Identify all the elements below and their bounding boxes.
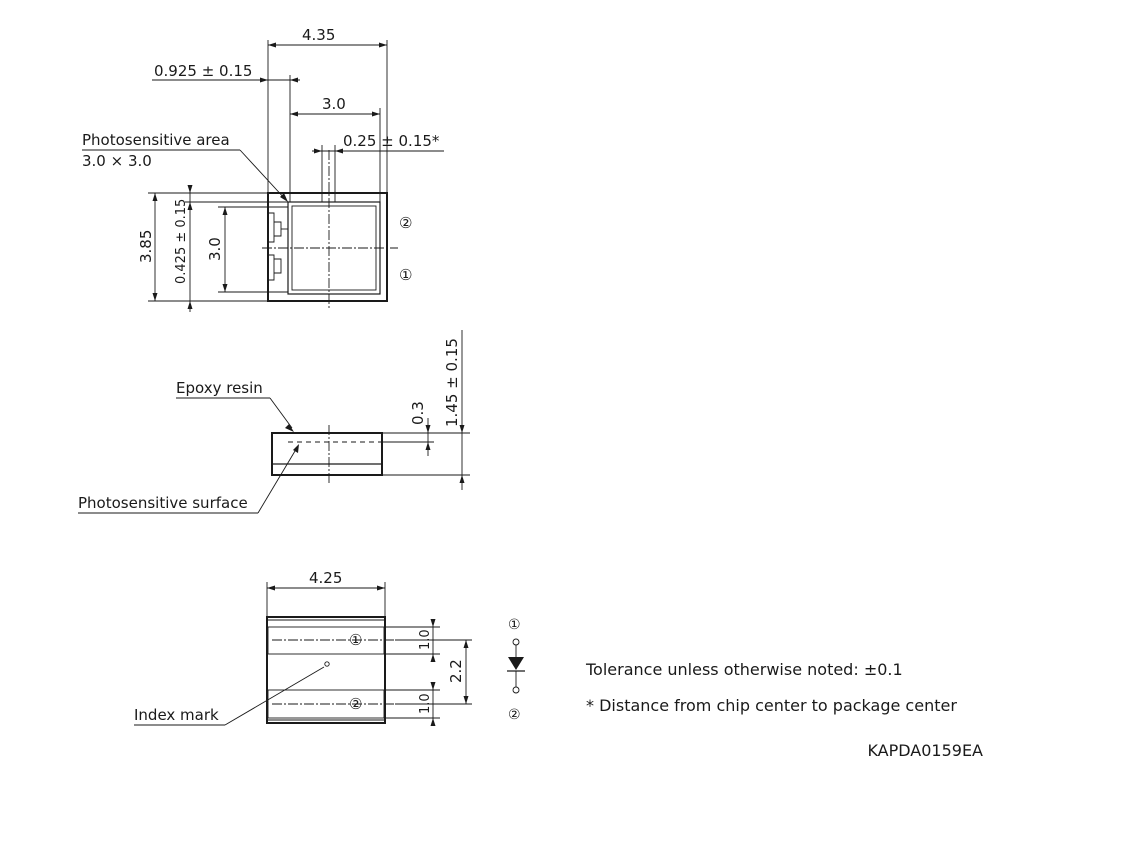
- callout-leader: [225, 667, 324, 725]
- callout-leader: [258, 446, 298, 513]
- epoxy-resin-label: Epoxy resin: [176, 379, 263, 397]
- arrowhead: [290, 112, 298, 117]
- arrowhead: [464, 640, 469, 648]
- arrowhead: [285, 424, 294, 432]
- anode-terminal-marker: ①: [508, 617, 521, 633]
- arrowhead: [188, 185, 193, 193]
- arrowhead: [335, 149, 343, 154]
- arrowhead: [260, 78, 268, 83]
- dim-chip-center-label: 0.25 ± 0.15*: [343, 132, 440, 150]
- dim-area-height-label: 3.0: [206, 237, 224, 261]
- arrowhead: [223, 284, 228, 292]
- cathode-terminal-marker: ②: [508, 707, 521, 723]
- dim-area-width-label: 3.0: [322, 95, 346, 113]
- drawing-code: KAPDA0159EA: [867, 741, 983, 760]
- arrowhead: [460, 475, 465, 483]
- index-mark-label: Index mark: [134, 706, 219, 724]
- arrowhead: [426, 425, 431, 433]
- callout-leader: [240, 150, 286, 200]
- arrowhead: [267, 586, 275, 591]
- notes: [585, 660, 983, 760]
- photosensitive-area-size: 3.0 × 3.0: [82, 152, 152, 170]
- arrowhead: [268, 43, 276, 48]
- arrowhead: [188, 301, 193, 309]
- side-view: [78, 330, 470, 513]
- bond-wire-upper: [274, 222, 281, 236]
- top-view: [82, 26, 444, 312]
- arrowhead: [290, 78, 298, 83]
- arrowhead: [223, 207, 228, 215]
- arrowhead: [431, 654, 436, 662]
- dim-width-label: 4.35: [302, 26, 336, 44]
- pin-1-marker: ①: [399, 266, 413, 284]
- arrowhead: [431, 718, 436, 726]
- arrowhead: [431, 619, 436, 627]
- dim-vertical-offset-label: 0.425 ± 0.15: [174, 198, 189, 284]
- photosensitive-surface-label: Photosensitive surface: [78, 494, 248, 512]
- arrowhead: [379, 43, 387, 48]
- dim-width-label: 4.25: [309, 569, 343, 587]
- arrowhead: [293, 444, 299, 453]
- bottom-view-package-outline: [267, 617, 385, 723]
- arrowhead: [314, 149, 322, 154]
- electrode-pad-1: [268, 627, 384, 654]
- arrowhead: [431, 682, 436, 690]
- dim-offset-label: 0.925 ± 0.15: [154, 62, 253, 80]
- dim-height-label: 3.85: [137, 229, 155, 263]
- arrowhead: [153, 293, 158, 301]
- dim-pad-2-label: 1.0: [418, 693, 433, 714]
- arrowhead: [153, 193, 158, 201]
- index-mark-dot: [325, 662, 329, 666]
- bottom-view: [134, 569, 472, 726]
- dim-pitch-label: 2.2: [447, 659, 465, 683]
- pad-2-marker: ②: [349, 695, 363, 713]
- arrowhead: [372, 112, 380, 117]
- top-view-package-outline: [268, 193, 387, 301]
- side-view-package-outline: [272, 433, 382, 475]
- asterisk-note: * Distance from chip center to package center: [586, 696, 957, 715]
- photodiode-symbol: [508, 657, 524, 670]
- dim-pad-1-label: 1.0: [418, 629, 433, 650]
- terminal-1-node: [513, 639, 519, 645]
- dim-depth-label: 0.3: [409, 401, 427, 425]
- arrowhead: [377, 586, 385, 591]
- pad-1-marker: ①: [349, 631, 363, 649]
- dim-thickness-label: 1.45 ± 0.15: [443, 338, 461, 427]
- arrowhead: [464, 696, 469, 704]
- tolerance-note: Tolerance unless otherwise noted: ±0.1: [586, 660, 903, 679]
- arrowhead: [426, 442, 431, 450]
- bond-wire-lower: [274, 259, 281, 273]
- pin-2-marker: ②: [399, 214, 413, 232]
- callout-leader: [270, 398, 292, 428]
- photosensitive-area-label: Photosensitive area: [82, 131, 230, 149]
- terminal-2-node: [513, 687, 519, 693]
- photodiode-schematic: [507, 617, 525, 723]
